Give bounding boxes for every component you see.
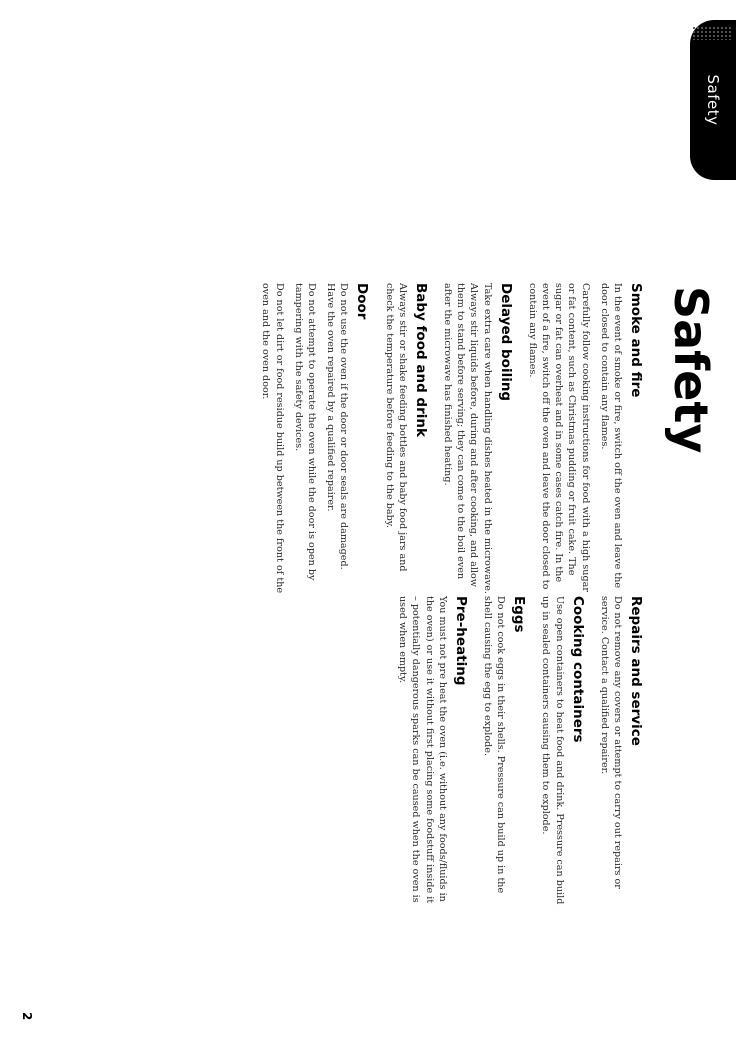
section-paragraph: In the event of smoke or fire, switch off the oven and leave the door closed to contain any flames. xyxy=(598,283,623,589)
section-paragraph: Do not use the oven if the door or door seals are damaged. Have the oven repaired by a qualified repairer. xyxy=(325,283,350,570)
right-column xyxy=(384,596,644,908)
section-paragraph: Do not cook eggs in their shells. Pressure can build up in the shell causing the egg to explode. xyxy=(481,596,507,894)
section-paragraph: You must not pre heat the oven (i.e. without any foods/fluids in the oven) or use it without first placing some foodstuff inside it – potentially dangerous sparks can be caused when the oven is used when empty. xyxy=(397,596,448,904)
section-delayed-boiling xyxy=(441,283,514,595)
left-column xyxy=(247,283,644,595)
section-paragraph: Do not let dirt or food residue build up between the front of the oven and the oven door. xyxy=(260,283,285,594)
section-cooking-containers xyxy=(539,596,585,908)
section-repairs-and-service xyxy=(598,596,644,908)
section-door xyxy=(259,283,370,595)
section-heading: Eggs xyxy=(511,596,528,633)
section-tab xyxy=(690,20,736,180)
section-paragraph: Do not attempt to operate the oven while the door is open by tampering with the safety devices. xyxy=(292,283,317,581)
tab-dot-pattern xyxy=(692,26,732,40)
section-paragraph: Use open containers to heat food and drink. Pressure can build up in sealed containers causing them to explode. xyxy=(540,596,565,905)
section-heading: Repairs and service xyxy=(628,596,644,746)
section-paragraph: Do not remove any covers or attempt to carry out repairs or service. Contact a qualified repairer. xyxy=(598,596,623,889)
section-paragraph: Always stir or shake feeding bottles and baby food jars and check the temperature before feeding to the baby. xyxy=(383,283,408,572)
section-eggs xyxy=(481,596,527,908)
section-smoke-and-fire xyxy=(526,283,644,595)
page-title: Safety xyxy=(664,286,718,454)
section-pre-heating xyxy=(396,596,469,908)
section-heading: Baby food and drink xyxy=(412,283,429,437)
section-paragraph: Take extra care when handling dishes heated in the microwave. Always stir liquids before, during and after cooking, and allow them to stand before serving; they can come to the boil even after the microwave has finished heating. xyxy=(441,283,493,594)
section-baby-food-and-drink xyxy=(382,283,428,595)
section-heading: Door xyxy=(354,283,371,320)
section-heading: Delayed boiling xyxy=(497,283,514,402)
section-tab-label: Safety xyxy=(704,74,722,126)
section-paragraph: Carefully follow cooking instructions for food with a high sugar or fat content, such as Christmas pudding or fruit cake. The sugar or fat can overheat and in some cases catch fire. In the event of a fire, switch off the oven and leave the door closed to contain any flames. xyxy=(526,283,591,592)
page-number: 2 xyxy=(20,1012,34,1021)
section-heading: Smoke and fire xyxy=(628,283,644,398)
section-heading: Cooking containers xyxy=(569,596,586,743)
section-heading: Pre-heating xyxy=(452,596,469,686)
